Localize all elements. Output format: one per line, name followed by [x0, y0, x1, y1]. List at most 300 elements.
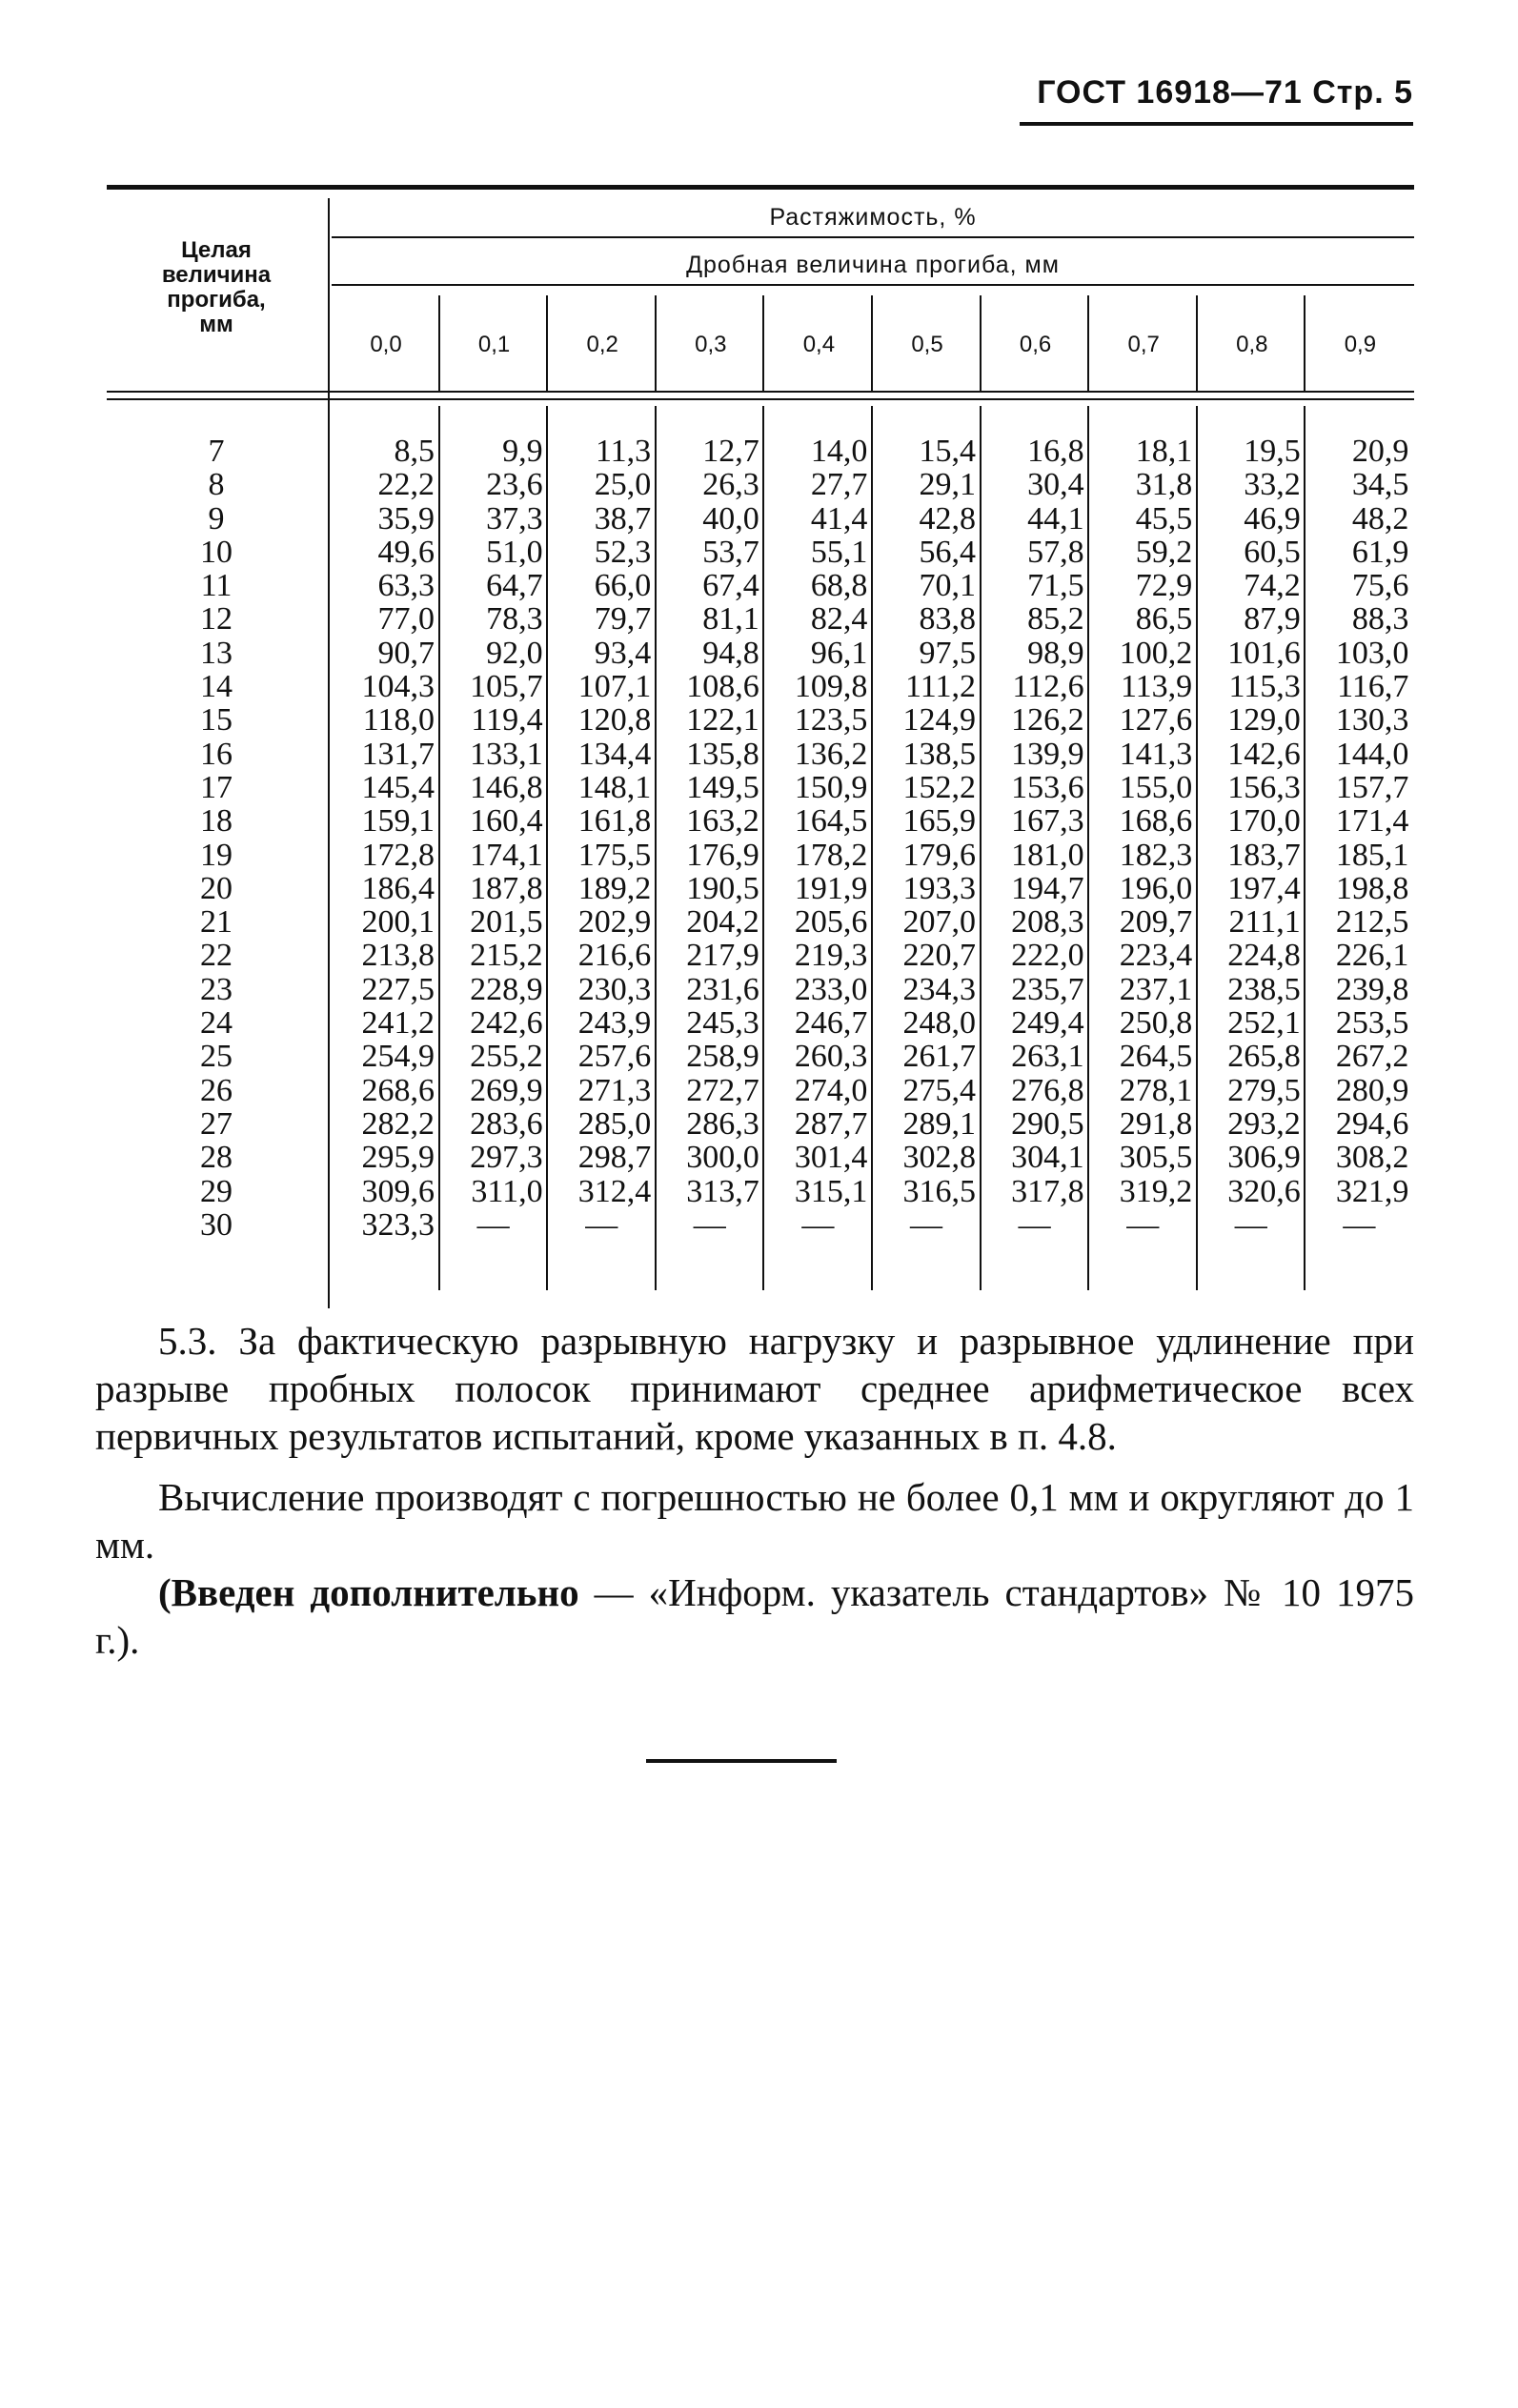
table-cell: 25,0: [594, 467, 652, 503]
table-cell: 171,4: [1335, 803, 1409, 840]
table-cell: 81,1: [702, 601, 759, 637]
row-label: 14: [200, 669, 233, 705]
table-cell: 48,2: [1351, 500, 1409, 536]
table-cell: 68,8: [810, 568, 868, 604]
table-cell: 122,1: [686, 702, 759, 739]
table-cell: 265,8: [1227, 1039, 1301, 1075]
row-label: 11: [200, 568, 233, 604]
table-cell: 44,1: [1027, 500, 1084, 536]
column-header: 0,7: [1127, 332, 1160, 357]
table-cell: 258,9: [686, 1039, 759, 1075]
table-cell: —: [1018, 1206, 1051, 1243]
table-cell: 38,7: [594, 500, 652, 536]
row-label: 19: [200, 837, 233, 873]
group-header: Растяжимость, %: [769, 204, 977, 231]
table-cell: 26,3: [702, 467, 759, 503]
table-cell: 103,0: [1335, 635, 1409, 671]
table-cell: 116,7: [1337, 669, 1409, 705]
table-cell: 141,3: [1119, 736, 1193, 772]
table-cell: 94,8: [702, 635, 759, 671]
column-divider: [1196, 295, 1198, 391]
table-cell: 269,9: [470, 1072, 543, 1108]
table-cell: 217,9: [686, 938, 759, 974]
row-label: 8: [208, 467, 225, 503]
table-cell: 306,9: [1227, 1140, 1301, 1176]
table-cell: 157,7: [1335, 769, 1409, 805]
table-cell: 20,9: [1351, 434, 1409, 469]
table-row: [107, 670, 1414, 703]
table-cell: 14,0: [810, 434, 868, 469]
table-cell: 245,3: [686, 1005, 759, 1042]
table-cell: 282,2: [361, 1105, 435, 1142]
table-cell: 57,8: [1027, 534, 1084, 570]
table-cell: 75,6: [1351, 568, 1409, 604]
table-cell: 52,3: [594, 534, 652, 570]
table-cell: 234,3: [902, 971, 976, 1007]
column-divider: [655, 295, 657, 391]
column-header: 0,2: [586, 332, 618, 357]
table-row: [107, 703, 1414, 737]
column-divider: [980, 295, 982, 391]
table-cell: 295,9: [361, 1140, 435, 1176]
table-cell: 178,2: [794, 837, 868, 873]
table-cell: 190,5: [686, 870, 759, 906]
table-cell: 264,5: [1119, 1039, 1193, 1075]
table-cell: 134,4: [577, 736, 652, 772]
table-cell: 46,9: [1244, 500, 1301, 536]
row-label: 7: [208, 434, 225, 469]
table-cell: 59,2: [1135, 534, 1193, 570]
table-cell: —: [801, 1206, 835, 1243]
table-cell: 15,4: [919, 434, 976, 469]
table-cell: 107,1: [577, 669, 652, 705]
row-label: 17: [200, 769, 233, 805]
table-cell: 18,1: [1135, 434, 1193, 469]
row-label: 21: [200, 904, 233, 941]
table-cell: 308,2: [1335, 1140, 1409, 1176]
table-cell: 209,7: [1119, 904, 1193, 941]
table-cell: 109,8: [794, 669, 868, 705]
table-cell: 104,3: [361, 669, 435, 705]
table-cell: 219,3: [794, 938, 868, 974]
column-header: 0,6: [1019, 332, 1052, 357]
table-cell: 165,9: [902, 803, 976, 840]
table-cell: 61,9: [1351, 534, 1409, 570]
table-cell: 276,8: [1011, 1072, 1084, 1108]
table-cell: 278,1: [1119, 1072, 1193, 1108]
table-cell: 186,4: [361, 870, 435, 906]
table-cell: 53,7: [702, 534, 759, 570]
table-cell: 323,3: [361, 1206, 435, 1243]
table-cell: 289,1: [902, 1105, 976, 1142]
column-header: 0,3: [695, 332, 727, 357]
table-cell: 156,3: [1227, 769, 1301, 805]
table-cell: 155,0: [1119, 769, 1193, 805]
table-top-border: [107, 185, 1414, 190]
column-divider: [871, 295, 873, 391]
table-cell: 274,0: [794, 1072, 868, 1108]
table-cell: 142,6: [1227, 736, 1301, 772]
table-row: [107, 839, 1414, 872]
table-cell: 35,9: [377, 500, 435, 536]
table-cell: 304,1: [1011, 1140, 1084, 1176]
table-cell: 205,6: [794, 904, 868, 941]
table-cell: 309,6: [361, 1173, 435, 1209]
table-cell: 72,9: [1135, 568, 1193, 604]
table-cell: 319,2: [1119, 1173, 1193, 1209]
row-label: 12: [200, 601, 233, 637]
table-cell: 257,6: [577, 1039, 652, 1075]
table-cell: 316,5: [902, 1173, 976, 1209]
table-cell: 231,6: [686, 971, 759, 1007]
table-cell: 185,1: [1335, 837, 1409, 873]
table-cell: 12,7: [702, 434, 759, 469]
table-cell: 159,1: [361, 803, 435, 840]
table-cell: 268,6: [361, 1072, 435, 1108]
table-cell: 260,3: [794, 1039, 868, 1075]
table-cell: 145,4: [361, 769, 435, 805]
table-cell: 179,6: [902, 837, 976, 873]
table-cell: 108,6: [686, 669, 759, 705]
table-cell: 223,4: [1119, 938, 1193, 974]
table-cell: 293,2: [1227, 1105, 1301, 1142]
table-cell: 124,9: [902, 702, 976, 739]
table-row: [107, 1006, 1414, 1040]
table-cell: 163,2: [686, 803, 759, 840]
table-cell: 64,7: [486, 568, 543, 604]
table-cell: 92,0: [486, 635, 543, 671]
table-row: [107, 771, 1414, 804]
table-cell: 77,0: [377, 601, 435, 637]
data-table: [107, 185, 1414, 1309]
table-cell: 302,8: [902, 1140, 976, 1176]
table-row: [107, 1040, 1414, 1073]
table-cell: 183,7: [1227, 837, 1301, 873]
table-cell: —: [585, 1206, 618, 1243]
sub-header-rule: [332, 284, 1414, 286]
table-cell: 23,6: [486, 467, 543, 503]
table-cell: 9,9: [502, 434, 543, 469]
table-cell: 297,3: [470, 1140, 543, 1176]
table-cell: 193,3: [902, 870, 976, 906]
table-cell: 272,7: [686, 1072, 759, 1108]
table-row: [107, 468, 1414, 501]
table-cell: 172,8: [361, 837, 435, 873]
table-cell: 298,7: [577, 1140, 652, 1176]
table-cell: 138,5: [902, 736, 976, 772]
table-cell: 196,0: [1119, 870, 1193, 906]
table-cell: 78,3: [486, 601, 543, 637]
table-cell: 216,6: [577, 938, 652, 974]
table-cell: 233,0: [794, 971, 868, 1007]
table-cell: 246,7: [794, 1005, 868, 1042]
table-row: [107, 1141, 1414, 1174]
table-row: [107, 905, 1414, 939]
table-cell: 129,0: [1227, 702, 1301, 739]
table-cell: 227,5: [361, 971, 435, 1007]
table-cell: 127,6: [1119, 702, 1193, 739]
table-cell: 200,1: [361, 904, 435, 941]
row-label: 16: [200, 736, 233, 772]
table-cell: 312,4: [577, 1173, 652, 1209]
table-cell: 112,6: [1012, 669, 1084, 705]
table-cell: 181,0: [1011, 837, 1084, 873]
table-cell: —: [693, 1206, 726, 1243]
table-cell: 305,5: [1119, 1140, 1193, 1176]
table-cell: 243,9: [577, 1005, 652, 1042]
table-cell: 230,3: [577, 971, 652, 1007]
table-cell: 66,0: [594, 568, 652, 604]
row-label: 18: [200, 803, 233, 840]
table-cell: 149,5: [686, 769, 759, 805]
table-cell: 136,2: [794, 736, 868, 772]
table-cell: 285,0: [577, 1105, 652, 1142]
table-row: [107, 569, 1414, 602]
table-cell: 182,3: [1119, 837, 1193, 873]
table-cell: 90,7: [377, 635, 435, 671]
left-header: [107, 238, 326, 337]
table-cell: 8,5: [394, 434, 435, 469]
table-cell: 31,8: [1135, 467, 1193, 503]
left-header-line: Целая: [181, 237, 252, 263]
table-cell: 248,0: [902, 1005, 976, 1042]
table-cell: 175,5: [577, 837, 652, 873]
table-cell: 29,1: [919, 467, 976, 503]
table-cell: 86,5: [1135, 601, 1193, 637]
table-row: [107, 502, 1414, 536]
table-cell: 235,7: [1011, 971, 1084, 1007]
table-row: [107, 872, 1414, 905]
table-cell: 88,3: [1351, 601, 1409, 637]
table-cell: 237,1: [1119, 971, 1193, 1007]
table-cell: 291,8: [1119, 1105, 1193, 1142]
table-cell: 42,8: [919, 500, 976, 536]
table-cell: 135,8: [686, 736, 759, 772]
row-label: 15: [200, 702, 233, 739]
table-cell: 27,7: [810, 467, 868, 503]
row-label: 24: [200, 1005, 233, 1042]
table-cell: 301,4: [794, 1140, 868, 1176]
table-cell: 220,7: [902, 938, 976, 974]
table-cell: 131,7: [361, 736, 435, 772]
table-body: [107, 435, 1414, 1242]
table-cell: 191,9: [794, 870, 868, 906]
table-cell: 238,5: [1227, 971, 1301, 1007]
table-cell: 254,9: [361, 1039, 435, 1075]
table-cell: 252,1: [1227, 1005, 1301, 1042]
table-cell: 133,1: [470, 736, 543, 772]
page-header: ГОСТ 16918—71 Стр. 5: [1037, 74, 1413, 111]
table-cell: 250,8: [1119, 1005, 1193, 1042]
row-label: 20: [200, 870, 233, 906]
table-cell: 120,8: [577, 702, 652, 739]
paragraph-text: Вычисление производят с погрешностью не более 0,1 мм и округляют до 1 мм.: [95, 1475, 1414, 1567]
sub-header: Дробная величина прогиба, мм: [686, 252, 1060, 278]
table-row: [107, 1208, 1414, 1242]
table-cell: 211,1: [1228, 904, 1301, 941]
table-cell: 115,3: [1228, 669, 1301, 705]
table-cell: 16,8: [1027, 434, 1084, 469]
table-cell: —: [476, 1206, 510, 1243]
header-separator: [107, 398, 1414, 400]
table-cell: 41,4: [810, 500, 868, 536]
column-header: 0,1: [477, 332, 511, 357]
table-cell: 213,8: [361, 938, 435, 974]
table-cell: 267,2: [1335, 1039, 1409, 1075]
paragraph-calc: [95, 1473, 1414, 1568]
table-cell: 320,6: [1227, 1173, 1301, 1209]
table-cell: 40,0: [702, 500, 759, 536]
table-cell: 168,6: [1119, 803, 1193, 840]
note-bold: (Введен дополнительно: [158, 1570, 579, 1614]
table-cell: 201,5: [470, 904, 543, 941]
table-cell: 56,4: [919, 534, 976, 570]
row-label: 10: [200, 534, 233, 570]
column-header: 0,5: [911, 332, 943, 357]
table-cell: 300,0: [686, 1140, 759, 1176]
table-cell: 118,0: [362, 702, 435, 739]
table-cell: 242,6: [470, 1005, 543, 1042]
row-label: 27: [200, 1105, 233, 1142]
table-row: [107, 1074, 1414, 1107]
table-row: [107, 1175, 1414, 1208]
table-cell: 45,5: [1135, 500, 1193, 536]
table-cell: 280,9: [1335, 1072, 1409, 1108]
table-cell: 226,1: [1335, 938, 1409, 974]
table-cell: 71,5: [1027, 568, 1084, 604]
table-cell: 97,5: [919, 635, 976, 671]
table-cell: 101,6: [1227, 635, 1301, 671]
row-label: 26: [200, 1072, 233, 1108]
table-row: [107, 637, 1414, 670]
table-cell: 161,8: [577, 803, 652, 840]
left-header-line: мм: [199, 312, 233, 337]
table-cell: 207,0: [902, 904, 976, 941]
row-label: 29: [200, 1173, 233, 1209]
table-cell: 51,0: [486, 534, 543, 570]
row-label: 30: [200, 1206, 233, 1243]
table-cell: 174,1: [470, 837, 543, 873]
row-label: 28: [200, 1140, 233, 1176]
table-cell: 170,0: [1227, 803, 1301, 840]
table-cell: 176,9: [686, 837, 759, 873]
paragraph-note: [95, 1568, 1414, 1664]
table-cell: 139,9: [1011, 736, 1084, 772]
table-cell: 67,4: [702, 568, 759, 604]
table-row: [107, 973, 1414, 1006]
table-row: [107, 536, 1414, 569]
table-cell: —: [1343, 1206, 1376, 1243]
table-cell: 130,3: [1335, 702, 1409, 739]
table-cell: 87,9: [1244, 601, 1301, 637]
table-cell: 49,6: [377, 534, 435, 570]
column-divider: [438, 295, 440, 391]
column-divider: [1304, 295, 1305, 391]
table-cell: 187,8: [470, 870, 543, 906]
table-cell: 30,4: [1027, 467, 1084, 503]
table-cell: 146,8: [470, 769, 543, 805]
table-cell: 93,4: [594, 635, 652, 671]
table-cell: 19,5: [1244, 434, 1301, 469]
paragraph-text: 5.3. За фактическую разрывную нагрузку и разрывное удлинение при разрыве пробных полосок принимают среднее арифметическое всех первичных результатов испытаний, кроме указанных в п. 4.8.: [95, 1319, 1414, 1458]
table-cell: 83,8: [919, 601, 976, 637]
table-cell: 60,5: [1244, 534, 1301, 570]
column-divider: [762, 295, 764, 391]
table-cell: 164,5: [794, 803, 868, 840]
table-row: [107, 738, 1414, 771]
table-cell: 253,5: [1335, 1005, 1409, 1042]
table-cell: 321,9: [1335, 1173, 1409, 1209]
left-header-line: величина: [161, 262, 272, 288]
table-cell: 198,8: [1335, 870, 1409, 906]
group-header-rule: [332, 236, 1414, 238]
column-header: 0,8: [1236, 332, 1268, 357]
table-cell: 294,6: [1335, 1105, 1409, 1142]
table-cell: 34,5: [1351, 467, 1409, 503]
table-cell: 119,4: [471, 702, 543, 739]
note-rest: — «Информ. указатель стандартов» № 10 1975 г.).: [95, 1570, 1415, 1662]
table-cell: 96,1: [810, 635, 868, 671]
table-cell: 275,4: [902, 1072, 976, 1108]
table-cell: 82,4: [810, 601, 868, 637]
table-cell: 148,1: [577, 769, 652, 805]
table-cell: 283,6: [470, 1105, 543, 1142]
row-label: 9: [208, 500, 225, 536]
table-cell: 286,3: [686, 1105, 759, 1142]
table-cell: 150,9: [794, 769, 868, 805]
table-cell: 22,2: [377, 467, 435, 503]
header-underline: [1020, 122, 1413, 126]
paragraph-5-3: [95, 1317, 1414, 1460]
table-cell: 212,5: [1335, 904, 1409, 941]
table-cell: 126,2: [1011, 702, 1084, 739]
table-cell: 63,3: [377, 568, 435, 604]
table-cell: 167,3: [1011, 803, 1084, 840]
table-cell: 228,9: [470, 971, 543, 1007]
table-cell: 255,2: [470, 1039, 543, 1075]
table-cell: 197,4: [1227, 870, 1301, 906]
table-cell: 144,0: [1335, 736, 1409, 772]
table-cell: 249,4: [1011, 1005, 1084, 1042]
table-cell: 204,2: [686, 904, 759, 941]
table-row: [107, 804, 1414, 838]
table-cell: 123,5: [794, 702, 868, 739]
row-label: 25: [200, 1039, 233, 1075]
table-cell: 160,4: [470, 803, 543, 840]
table-cell: 313,7: [686, 1173, 759, 1209]
table-cell: 70,1: [919, 568, 976, 604]
table-cell: 311,0: [471, 1173, 543, 1209]
table-cell: 215,2: [470, 938, 543, 974]
table-cell: 202,9: [577, 904, 652, 941]
table-cell: 279,5: [1227, 1072, 1301, 1108]
table-cell: 194,7: [1011, 870, 1084, 906]
table-cell: 290,5: [1011, 1105, 1084, 1142]
table-row: [107, 602, 1414, 636]
row-label: 23: [200, 971, 233, 1007]
column-header: 0,4: [802, 332, 836, 357]
table-cell: 37,3: [486, 500, 543, 536]
table-cell: 100,2: [1119, 635, 1193, 671]
table-cell: 111,2: [905, 669, 976, 705]
table-cell: 317,8: [1011, 1173, 1084, 1209]
table-row: [107, 1107, 1414, 1141]
table-cell: 261,7: [902, 1039, 976, 1075]
table-cell: 208,3: [1011, 904, 1084, 941]
table-cell: 189,2: [577, 870, 652, 906]
column-header: 0,9: [1344, 332, 1377, 357]
table-cell: 98,9: [1027, 635, 1084, 671]
